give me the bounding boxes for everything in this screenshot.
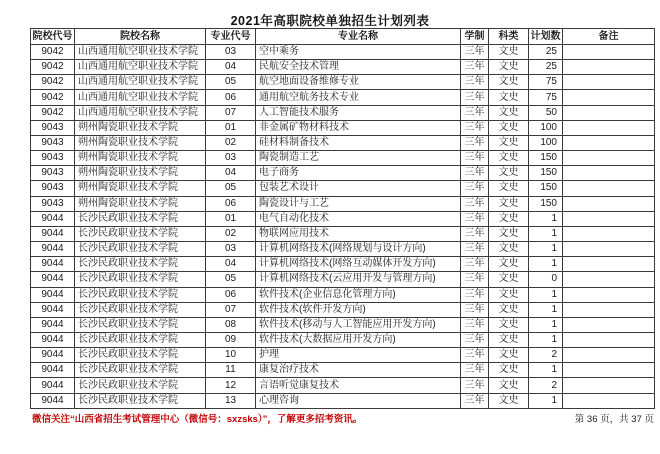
cell-college-code: 9044 — [31, 302, 75, 317]
cell-remark — [563, 332, 655, 347]
cell-major-code: 05 — [206, 75, 256, 90]
cell-remark — [563, 378, 655, 393]
cell-college-name: 长沙民政职业技术学院 — [75, 257, 206, 272]
header-major-code: 专业代号 — [206, 29, 256, 45]
cell-plan-count: 1 — [529, 257, 563, 272]
cell-plan-count: 50 — [529, 105, 563, 120]
cell-major-code: 07 — [206, 302, 256, 317]
cell-plan-count: 1 — [529, 226, 563, 241]
cell-remark — [563, 226, 655, 241]
cell-major-name: 空中乘务 — [256, 45, 461, 60]
cell-major-name: 软件技术(移动与人工智能应用开发方向) — [256, 317, 461, 332]
table-row — [31, 181, 655, 196]
header-plan-count: 计划数 — [529, 29, 563, 45]
cell-major-code: 04 — [206, 257, 256, 272]
cell-remark — [563, 90, 655, 105]
cell-college-code: 9042 — [31, 75, 75, 90]
cell-plan-count: 100 — [529, 135, 563, 150]
cell-college-name: 朔州陶瓷职业技术学院 — [75, 135, 206, 150]
cell-major-name: 计算机网络技术(网络规划与设计方向) — [256, 242, 461, 257]
table-row — [31, 348, 655, 363]
cell-major-name: 通用航空航务技术专业 — [256, 90, 461, 105]
cell-major-code: 07 — [206, 105, 256, 120]
cell-college-name: 长沙民政职业技术学院 — [75, 302, 206, 317]
cell-major-name: 计算机网络技术(网络互动媒体开发方向) — [256, 257, 461, 272]
cell-category: 文史 — [489, 166, 529, 181]
cell-category: 文史 — [489, 75, 529, 90]
cell-major-code: 11 — [206, 363, 256, 378]
cell-remark — [563, 211, 655, 226]
cell-category: 文史 — [489, 105, 529, 120]
cell-remark — [563, 302, 655, 317]
cell-major-code: 02 — [206, 135, 256, 150]
cell-duration: 三年 — [461, 378, 489, 393]
cell-remark — [563, 181, 655, 196]
cell-college-name: 长沙民政职业技术学院 — [75, 378, 206, 393]
table-row — [31, 211, 655, 226]
cell-college-name: 朔州陶瓷职业技术学院 — [75, 166, 206, 181]
cell-remark — [563, 257, 655, 272]
cell-major-code: 01 — [206, 211, 256, 226]
cell-duration: 三年 — [461, 166, 489, 181]
header-college-name: 院校名称 — [75, 29, 206, 45]
cell-college-code: 9043 — [31, 166, 75, 181]
cell-college-name: 长沙民政职业技术学院 — [75, 226, 206, 241]
cell-major-code: 06 — [206, 287, 256, 302]
cell-major-code: 10 — [206, 348, 256, 363]
cell-college-code: 9043 — [31, 181, 75, 196]
cell-category: 文史 — [489, 287, 529, 302]
table-row — [31, 135, 655, 150]
cell-major-code: 08 — [206, 317, 256, 332]
cell-duration: 三年 — [461, 45, 489, 60]
cell-duration: 三年 — [461, 272, 489, 287]
cell-plan-count: 2 — [529, 378, 563, 393]
cell-college-code: 9044 — [31, 226, 75, 241]
footer-page-info: 第 36 页，共 37 页 — [574, 414, 654, 425]
cell-major-name: 软件技术(大数据应用开发方向) — [256, 332, 461, 347]
cell-remark — [563, 151, 655, 166]
table-row — [31, 317, 655, 332]
cell-category: 文史 — [489, 45, 529, 60]
cell-remark — [563, 45, 655, 60]
cell-major-name: 硅材料制备技术 — [256, 135, 461, 150]
cell-duration: 三年 — [461, 348, 489, 363]
cell-major-code: 03 — [206, 45, 256, 60]
cell-duration: 三年 — [461, 151, 489, 166]
cell-major-code: 03 — [206, 242, 256, 257]
cell-remark — [563, 242, 655, 257]
cell-remark — [563, 348, 655, 363]
cell-duration: 三年 — [461, 211, 489, 226]
cell-plan-count: 75 — [529, 90, 563, 105]
cell-major-name: 物联网应用技术 — [256, 226, 461, 241]
cell-college-name: 长沙民政职业技术学院 — [75, 242, 206, 257]
cell-plan-count: 0 — [529, 272, 563, 287]
cell-college-code: 9044 — [31, 242, 75, 257]
cell-college-code: 9042 — [31, 90, 75, 105]
cell-college-code: 9042 — [31, 60, 75, 75]
cell-category: 文史 — [489, 393, 529, 408]
cell-college-name: 长沙民政职业技术学院 — [75, 393, 206, 408]
header-duration: 学制 — [461, 29, 489, 45]
enrollment-plan-table — [30, 28, 655, 409]
cell-category: 文史 — [489, 348, 529, 363]
cell-category: 文史 — [489, 332, 529, 347]
cell-college-name: 长沙民政职业技术学院 — [75, 332, 206, 347]
cell-college-code: 9044 — [31, 393, 75, 408]
cell-college-name: 朔州陶瓷职业技术学院 — [75, 196, 206, 211]
cell-category: 文史 — [489, 120, 529, 135]
cell-major-code: 12 — [206, 378, 256, 393]
cell-plan-count: 150 — [529, 166, 563, 181]
cell-plan-count: 75 — [529, 75, 563, 90]
cell-major-code: 09 — [206, 332, 256, 347]
table-row — [31, 257, 655, 272]
cell-major-code: 13 — [206, 393, 256, 408]
cell-college-name: 山西通用航空职业技术学院 — [75, 45, 206, 60]
cell-category: 文史 — [489, 211, 529, 226]
cell-category: 文史 — [489, 226, 529, 241]
cell-category: 文史 — [489, 60, 529, 75]
cell-plan-count: 1 — [529, 363, 563, 378]
header-category: 科类 — [489, 29, 529, 45]
cell-plan-count: 1 — [529, 242, 563, 257]
cell-duration: 三年 — [461, 226, 489, 241]
table-row — [31, 196, 655, 211]
cell-remark — [563, 120, 655, 135]
cell-duration: 三年 — [461, 135, 489, 150]
page-title: 2021年高职院校单独招生计划列表 — [230, 14, 430, 28]
cell-plan-count: 1 — [529, 302, 563, 317]
cell-major-code: 04 — [206, 166, 256, 181]
table-row — [31, 120, 655, 135]
cell-category: 文史 — [489, 242, 529, 257]
cell-college-name: 长沙民政职业技术学院 — [75, 287, 206, 302]
cell-college-code: 9044 — [31, 348, 75, 363]
cell-duration: 三年 — [461, 90, 489, 105]
cell-remark — [563, 105, 655, 120]
cell-plan-count: 1 — [529, 332, 563, 347]
cell-plan-count: 2 — [529, 348, 563, 363]
header-college-code: 院校代号 — [31, 29, 75, 45]
table-row — [31, 60, 655, 75]
cell-college-name: 朔州陶瓷职业技术学院 — [75, 120, 206, 135]
cell-remark — [563, 196, 655, 211]
cell-major-code: 06 — [206, 196, 256, 211]
cell-major-name: 计算机网络技术(云应用开发与管理方向) — [256, 272, 461, 287]
cell-major-name: 民航安全技术管理 — [256, 60, 461, 75]
cell-remark — [563, 287, 655, 302]
table-row — [31, 226, 655, 241]
cell-college-name: 长沙民政职业技术学院 — [75, 211, 206, 226]
cell-remark — [563, 135, 655, 150]
cell-college-code: 9044 — [31, 272, 75, 287]
cell-major-name: 康复治疗技术 — [256, 363, 461, 378]
table-row — [31, 90, 655, 105]
cell-college-code: 9044 — [31, 363, 75, 378]
cell-major-name: 陶瓷设计与工艺 — [256, 196, 461, 211]
table-row — [31, 105, 655, 120]
cell-plan-count: 25 — [529, 60, 563, 75]
cell-duration: 三年 — [461, 181, 489, 196]
cell-major-code: 03 — [206, 151, 256, 166]
cell-major-code: 05 — [206, 181, 256, 196]
cell-duration: 三年 — [461, 332, 489, 347]
cell-major-code: 04 — [206, 60, 256, 75]
cell-category: 文史 — [489, 257, 529, 272]
cell-college-code: 9043 — [31, 151, 75, 166]
cell-college-name: 山西通用航空职业技术学院 — [75, 90, 206, 105]
cell-duration: 三年 — [461, 75, 489, 90]
cell-major-name: 软件技术(软件开发方向) — [256, 302, 461, 317]
cell-college-code: 9044 — [31, 332, 75, 347]
cell-plan-count: 1 — [529, 211, 563, 226]
cell-college-name: 长沙民政职业技术学院 — [75, 363, 206, 378]
table-header-row — [31, 29, 655, 45]
cell-duration: 三年 — [461, 257, 489, 272]
cell-major-name: 护理 — [256, 348, 461, 363]
cell-major-name: 心理咨询 — [256, 393, 461, 408]
cell-college-code: 9044 — [31, 257, 75, 272]
cell-major-name: 电子商务 — [256, 166, 461, 181]
header-major-name: 专业名称 — [256, 29, 461, 45]
cell-plan-count: 1 — [529, 287, 563, 302]
cell-plan-count: 25 — [529, 45, 563, 60]
cell-college-code: 9044 — [31, 287, 75, 302]
cell-remark — [563, 75, 655, 90]
cell-remark — [563, 363, 655, 378]
cell-major-code: 02 — [206, 226, 256, 241]
cell-duration: 三年 — [461, 242, 489, 257]
table-row — [31, 45, 655, 60]
cell-major-code: 01 — [206, 120, 256, 135]
cell-major-name: 非金属矿物材料技术 — [256, 120, 461, 135]
cell-duration: 三年 — [461, 363, 489, 378]
table-row — [31, 242, 655, 257]
cell-college-code: 9043 — [31, 135, 75, 150]
cell-college-name: 山西通用航空职业技术学院 — [75, 60, 206, 75]
table-row — [31, 272, 655, 287]
cell-remark — [563, 272, 655, 287]
cell-major-name: 包装艺术设计 — [256, 181, 461, 196]
cell-major-name: 电气自动化技术 — [256, 211, 461, 226]
cell-major-name: 软件技术(企业信息化管理方向) — [256, 287, 461, 302]
table-row — [31, 363, 655, 378]
cell-remark — [563, 166, 655, 181]
cell-college-code: 9044 — [31, 317, 75, 332]
cell-plan-count: 150 — [529, 181, 563, 196]
cell-major-code: 05 — [206, 272, 256, 287]
cell-category: 文史 — [489, 196, 529, 211]
cell-college-code: 9042 — [31, 105, 75, 120]
cell-duration: 三年 — [461, 287, 489, 302]
cell-remark — [563, 393, 655, 408]
cell-major-name: 言语听觉康复技术 — [256, 378, 461, 393]
cell-duration: 三年 — [461, 302, 489, 317]
cell-category: 文史 — [489, 302, 529, 317]
cell-category: 文史 — [489, 363, 529, 378]
cell-college-code: 9044 — [31, 378, 75, 393]
footer-wechat-notice: 微信关注“山西省招生考试管理中心（微信号：sxzsks）”，了解更多招考资讯。 — [32, 414, 363, 425]
cell-college-code: 9044 — [31, 211, 75, 226]
table-row — [31, 393, 655, 408]
cell-college-name: 长沙民政职业技术学院 — [75, 272, 206, 287]
cell-plan-count: 150 — [529, 196, 563, 211]
cell-college-name: 长沙民政职业技术学院 — [75, 348, 206, 363]
cell-college-name: 朔州陶瓷职业技术学院 — [75, 151, 206, 166]
table-row — [31, 166, 655, 181]
cell-category: 文史 — [489, 135, 529, 150]
table-row — [31, 151, 655, 166]
cell-college-name: 长沙民政职业技术学院 — [75, 317, 206, 332]
cell-plan-count: 1 — [529, 393, 563, 408]
cell-duration: 三年 — [461, 60, 489, 75]
cell-category: 文史 — [489, 378, 529, 393]
cell-remark — [563, 317, 655, 332]
table-row — [31, 287, 655, 302]
cell-category: 文史 — [489, 181, 529, 196]
cell-category: 文史 — [489, 90, 529, 105]
cell-college-name: 山西通用航空职业技术学院 — [75, 105, 206, 120]
table-row — [31, 302, 655, 317]
cell-category: 文史 — [489, 272, 529, 287]
table-row — [31, 75, 655, 90]
table-row — [31, 332, 655, 347]
cell-major-name: 陶瓷制造工艺 — [256, 151, 461, 166]
cell-remark — [563, 60, 655, 75]
cell-college-name: 山西通用航空职业技术学院 — [75, 75, 206, 90]
cell-college-name: 朔州陶瓷职业技术学院 — [75, 181, 206, 196]
table-row — [31, 378, 655, 393]
cell-plan-count: 100 — [529, 120, 563, 135]
cell-duration: 三年 — [461, 105, 489, 120]
cell-major-code: 06 — [206, 90, 256, 105]
cell-college-code: 9043 — [31, 196, 75, 211]
cell-college-code: 9043 — [31, 120, 75, 135]
cell-duration: 三年 — [461, 317, 489, 332]
cell-plan-count: 1 — [529, 317, 563, 332]
table-body — [31, 45, 655, 409]
cell-duration: 三年 — [461, 120, 489, 135]
cell-plan-count: 150 — [529, 151, 563, 166]
header-remark: 备注 — [563, 29, 655, 45]
cell-category: 文史 — [489, 317, 529, 332]
cell-duration: 三年 — [461, 196, 489, 211]
cell-major-name: 人工智能技术服务 — [256, 105, 461, 120]
cell-college-code: 9042 — [31, 45, 75, 60]
cell-duration: 三年 — [461, 393, 489, 408]
cell-major-name: 航空地面设备维修专业 — [256, 75, 461, 90]
cell-category: 文史 — [489, 151, 529, 166]
